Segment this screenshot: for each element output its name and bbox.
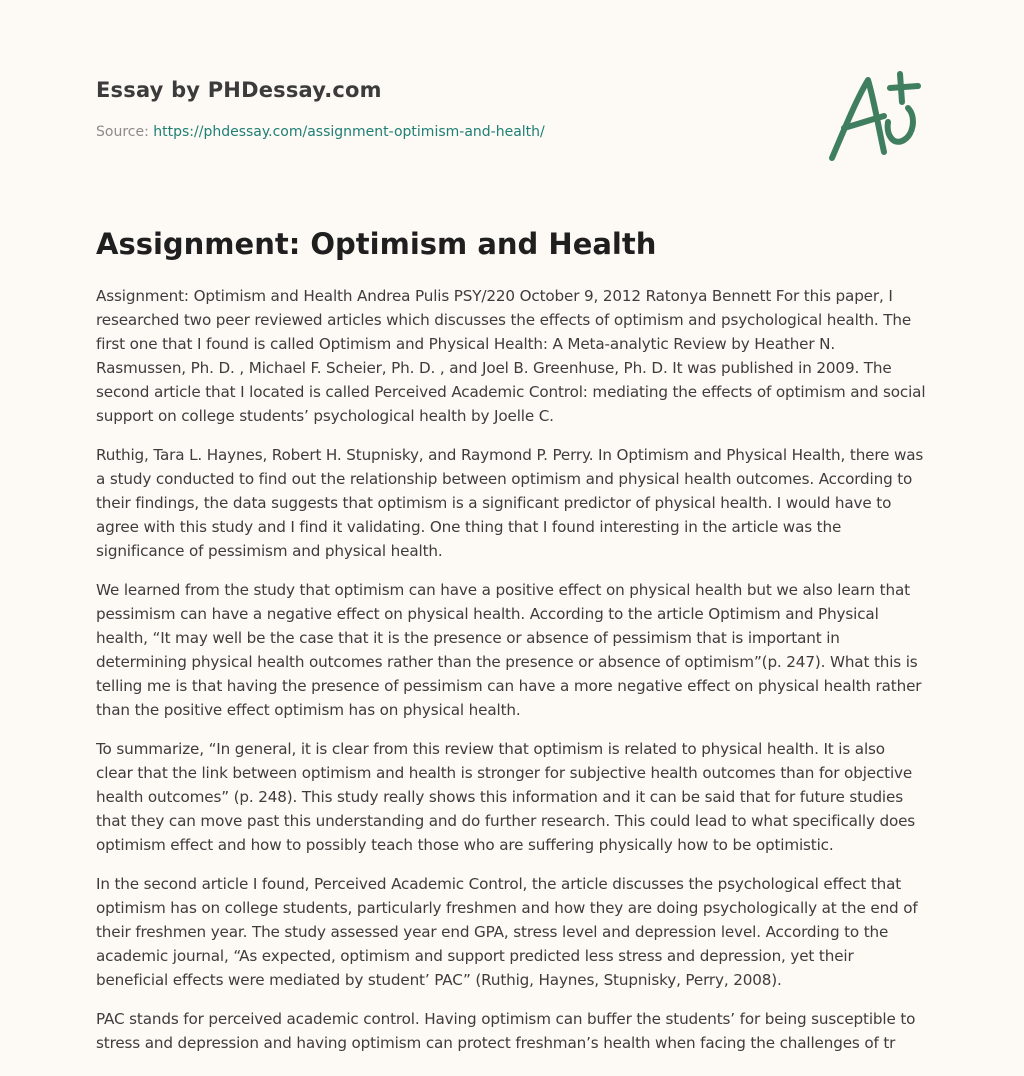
site-brand: Essay by PHDessay.com — [96, 78, 382, 102]
source-line — [96, 124, 545, 140]
paragraph: We learned from the study that optimism can have a positive effect on physical health but we also learn that pessimism can have a negative effect on physical health. According to the article Optimism and Physical health, “It may well be the case that it is the presence or absence of pessimism that is important in determining physical health outcomes rather than the presence or absence of optimism”(p. 247). What this is telling me is that having the presence of pessimism can have a more negative effect on physical health rather than the positive effect optimism has on physical health. — [96, 581, 922, 719]
source-label: Source: — [96, 124, 154, 140]
page-title: Assignment: Optimism and Health — [96, 227, 657, 261]
a-plus-logo-icon — [824, 70, 928, 166]
paragraph: In the second article I found, Perceived Academic Control, the article discusses the psychological effect that optimism has on college students, particularly freshmen and how they are doing psychologically at the end of their freshmen year. The study assessed year end GPA, stress level and depression level. According to the academic journal, “As expected, optimism and support predicted less stress and depression, yet their beneficial effects were mediated by student’ PAC” (Ruthig, Haynes, Stupnisky, Perry, 2008). — [96, 875, 918, 989]
paragraph: Assignment: Optimism and Health Andrea Pulis PSY/220 October 9, 2012 Ratonya Bennett For this paper, I researched two peer reviewed articles which discusses the effects of optimism and psychological health. The first one that I found is called Optimism and Physical Health: A Meta-analytic Review by Heather N. Rasmussen, Ph. D. , Michael F. Scheier, Ph. D. , and Joel B. Greenhuse, Ph. D. It was published in 2009. The second article that I located is called Perceived Academic Control: mediating the effects of optimism and social support on college students’ psychological health by Joelle C. — [96, 287, 926, 425]
source-link[interactable]: https://phdessay.com/assignment-optimism-and-health/ — [153, 124, 545, 140]
paragraph: PAC stands for perceived academic control. Having optimism can buffer the students’ for being susceptible to stress and depression and having optimism can protect freshman’s health when facing the challenges of tr — [96, 1010, 916, 1052]
paragraph: To summarize, “In general, it is clear from this review that optimism is related to physical health. It is also clear that the link between optimism and health is stronger for subjective health outcomes than for objective health outcomes” (p. 248). This study really shows this information and it can be said that for future studies that they can move past this understanding and do further research. This could lead to what specifically does optimism effect and how to possibly teach those who are suffering physically how to be optimistic. — [96, 740, 916, 854]
paragraph: Ruthig, Tara L. Haynes, Robert H. Stupnisky, and Raymond P. Perry. In Optimism and Physical Health, there was a study conducted to find out the relationship between optimism and physical health outcomes. According to their findings, the data suggests that optimism is a significant predictor of physical health. I would have to agree with this study and I find it validating. One thing that I found interesting in the article was the significance of pessimism and physical health. — [96, 446, 924, 560]
essay-body — [96, 284, 926, 1076]
page-header — [96, 70, 928, 180]
